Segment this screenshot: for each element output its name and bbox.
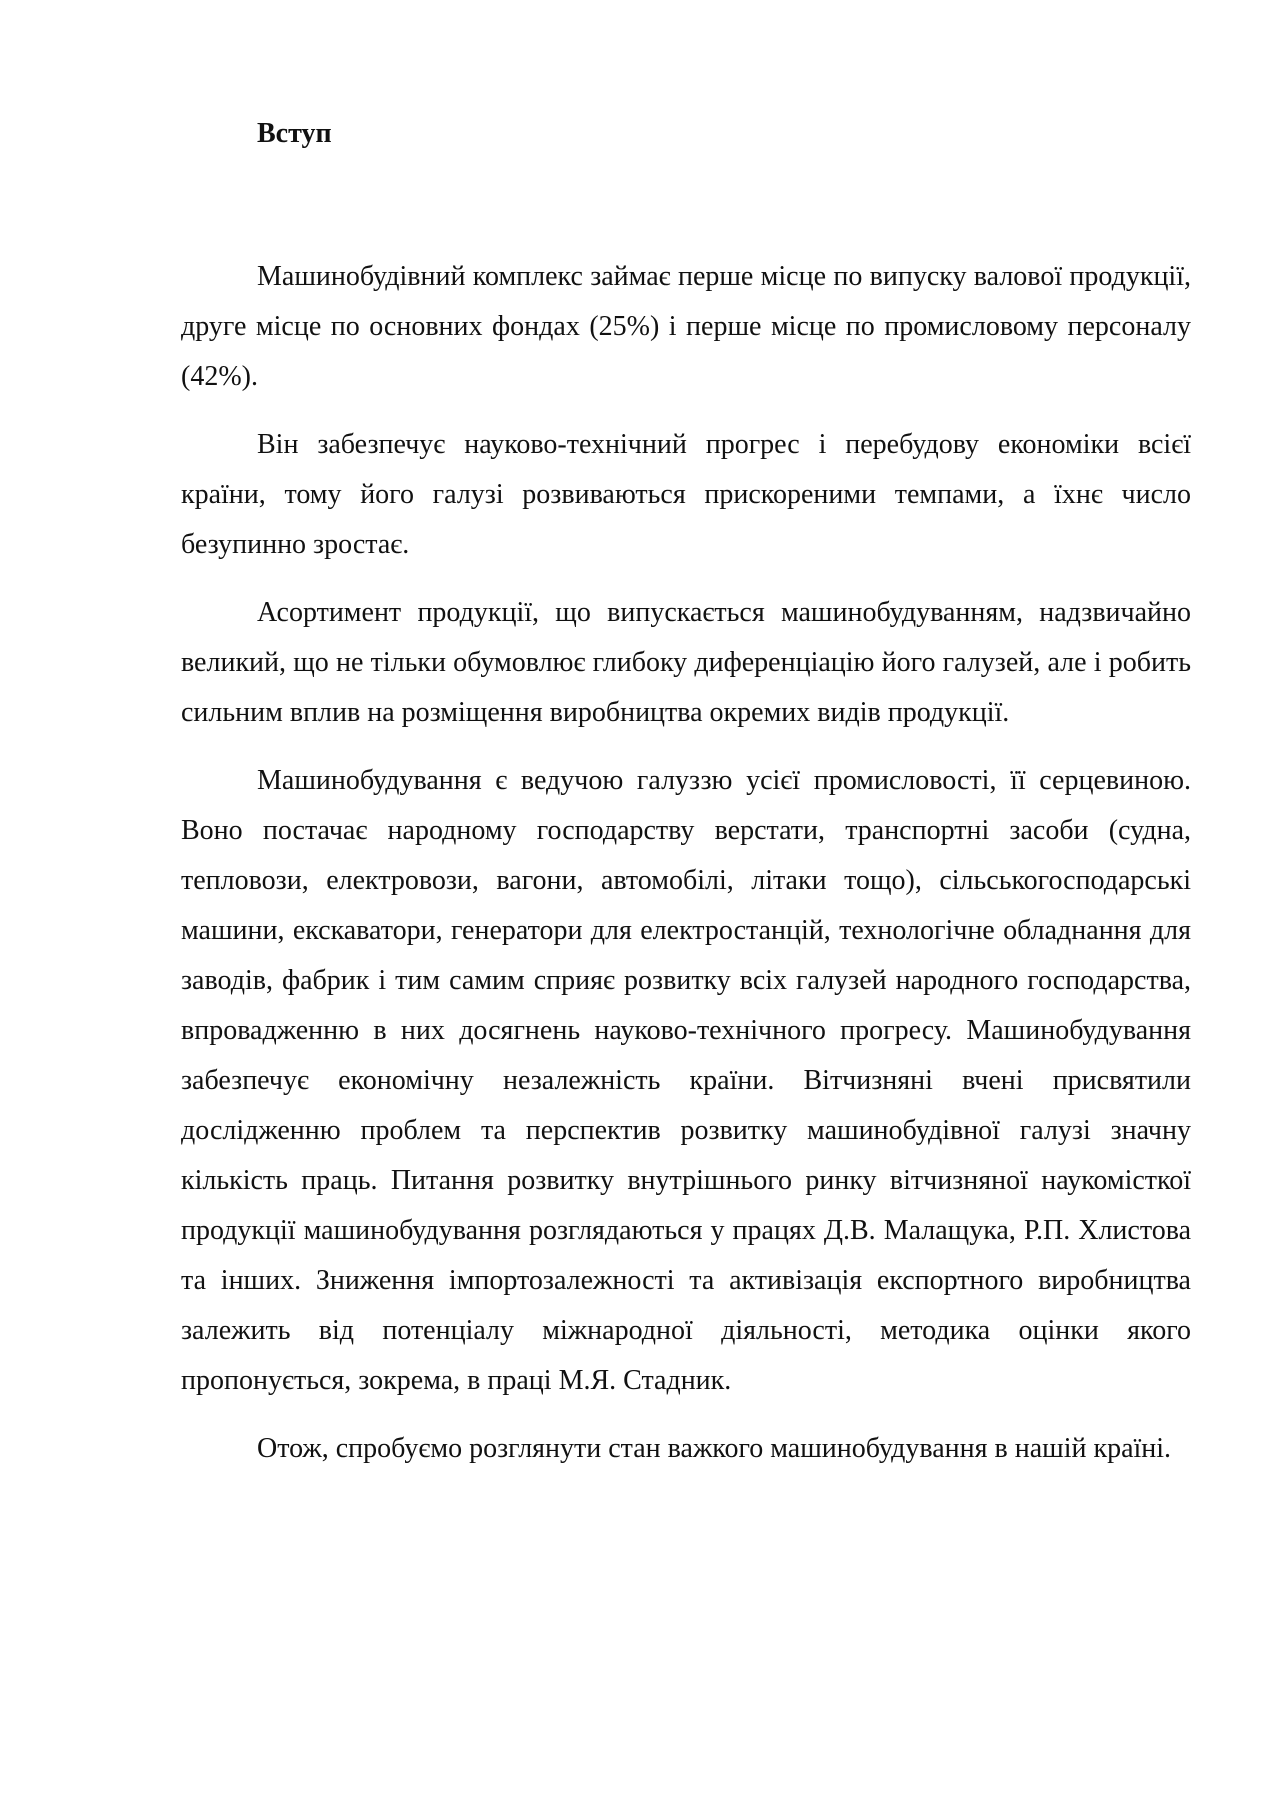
paragraph-3: Асортимент продукції, що випускається машинобудуванням, надзвичайно великий, що не тільки обумовлює глибоку диференціацію його галузей, але і робить сильним вплив на розміщення виробництва окремих видів продукції. bbox=[181, 597, 1191, 728]
paragraph-4: Машинобудування є ведучою галуззю усієї промисловості, її серцевиною. Воно постачає народному господарству верстати, транспортні засоби (судна, тепловози, електровози, вагони, автомобілі, літаки тощо), сільськогосподарські машини, екскаватори, генератори для електростанцій, технологічне обладнання для заводів, фабрик і тим самим сприяє розвитку всіх галузей народного господарства, впровадженню в них досягнень науково-технічного прогресу. Машинобудування забезпечує економічну незалежність країни. Вітчизняні вчені присвятили дослідженню проблем та перспектив розвитку машинобудівної галузі значну кількість праць. Питання розвитку внутрішнього ринку вітчизняної наукомісткої продукції машинобудування розглядаються у працях Д.В. Малащука, Р.П. Хлистова та інших. Зниження імпортозалежності та активізація експортного виробництва залежить від потенціалу міжнародної діяльності, методика оцінки якого пропонується, зокрема, в праці М.Я. Стадник. bbox=[181, 765, 1191, 1396]
paragraph-5: Отож, спробуємо розглянути стан важкого машинобудування в нашій країні. bbox=[257, 1433, 1172, 1464]
paragraph-1: Машинобудівний комплекс займає перше місце по випуску валової продукції, друге місце по основних фондах (25%) і перше місце по промисловому персоналу (42%). bbox=[181, 261, 1191, 392]
document-body bbox=[181, 252, 1191, 1492]
section-heading: Вступ bbox=[257, 118, 332, 149]
paragraph-2: Він забезпечує науково-технічний прогрес і перебудову економіки всієї країни, тому його галузі розвиваються прискореними темпами, а їхнє число безупинно зростає. bbox=[181, 429, 1191, 560]
